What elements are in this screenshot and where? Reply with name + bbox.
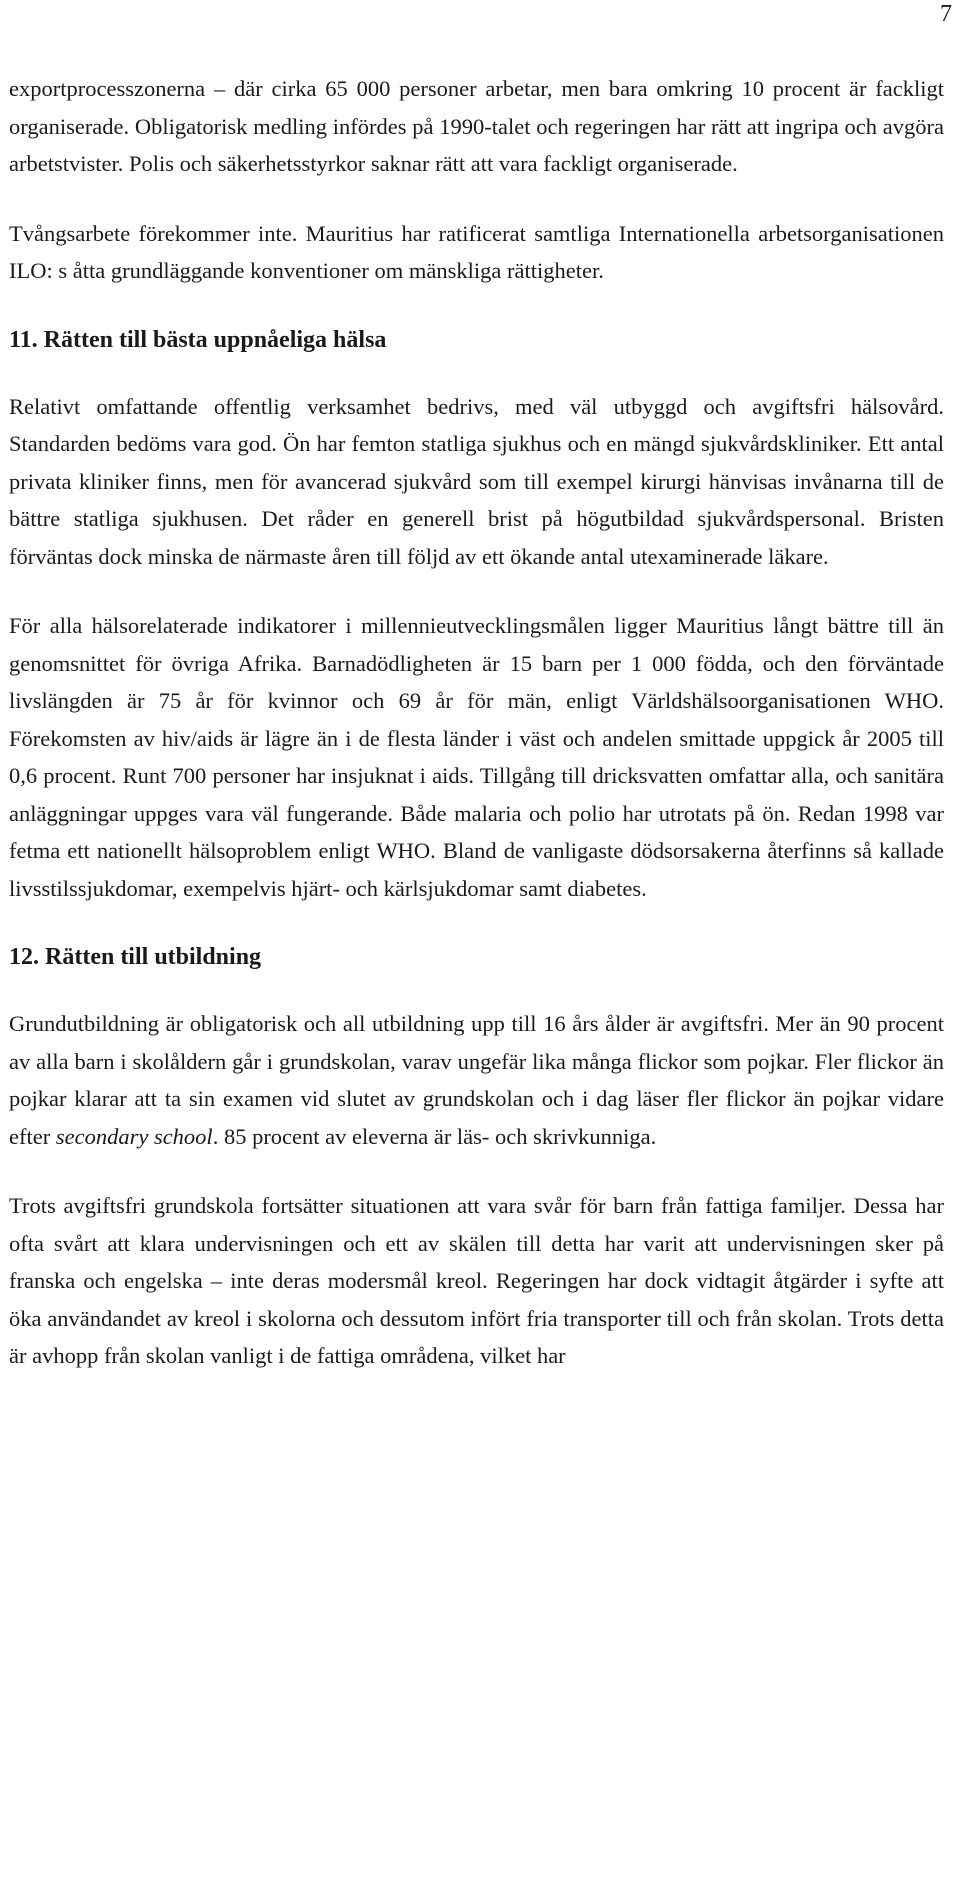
section-heading-health: 11. Rätten till bästa uppnåeliga hälsa <box>9 326 387 353</box>
document-body <box>9 70 944 1375</box>
section-heading-education: 12. Rätten till utbildning <box>9 944 262 970</box>
secondary-school-term: secondary school <box>55 1123 213 1149</box>
paragraph-healthcare: Relativt omfattande offentlig verksamhet bedrivs, med väl utbyggd och avgiftsfri hälsovård. Standarden bedöms vara god. Ön har femton statliga sjukhus och en mängd sjukvårdskliniker. Ett antal privata kliniker finns, men för avancerad sjukvård som till exempel kirurgi hänvisas invånarna till de bättre statliga sjukhusen. Det råder en generell brist på högutbildad sjukvårdspersonal. Bristen förväntas dock minska de närmaste åren till följd av ett ökande antal utexaminerade läkare. <box>9 393 944 569</box>
paragraph-basic-education <box>9 1005 944 1155</box>
paragraph-forced-labor: Tvångsarbete förekommer inte. Mauritius har ratificerat samtliga Internationella arbetsorganisationen ILO: s åtta grundläggande konventioner om mänskliga rättigheter. <box>9 220 944 283</box>
paragraph-basic-education-part-2: . 85 procent av eleverna är läs- och skrivkunniga. <box>212 1123 657 1149</box>
paragraph-health-indicators: För alla hälsorelaterade indikatorer i millennieutvecklingsmålen ligger Mauritius långt bättre till än genomsnittet för övriga Afrika. Barnadödligheten är 15 barn per 1 000 födda, och den förväntade livslängden är 75 år för kvinnor och 69 år för män, enligt Världshälsoorganisationen WHO. Förekomsten av hiv/aids är lägre än i de flesta länder i väst och andelen smittade uppgick år 2005 till 0,6 procent. Runt 700 personer har insjuknat i aids. Tillgång till dricksvatten omfattar alla, och sanitära anläggningar uppges vara väl fungerande. Både malaria och polio har utrotats på ön. Redan 1998 var fetma ett nationellt hälsoproblem enligt WHO. Bland de vanligaste dödsorsakerna återfinns så kallade livsstilssjukdomar, exempelvis hjärt- och kärlsjukdomar samt diabetes. <box>9 613 944 901</box>
paragraph-labor-unions: exportprocesszonerna – där cirka 65 000 personer arbetar, men bara omkring 10 procent är fackligt organiserade. Obligatorisk medling infördes på 1990-talet och regeringen har rätt att ingripa och avgöra arbetstvister. Polis och säkerhetsstyrkor saknar rätt att vara fackligt organiserade. <box>9 76 944 176</box>
paragraph-poor-families: Trots avgiftsfri grundskola fortsätter situationen att vara svår för barn från fattiga familjer. Dessa har ofta svårt att klara undervisningen och ett av skälen till detta har varit att undervisningen sker på franska och engelska – inte deras modersmål kreol. Regeringen har dock vidtagit åtgärder i syfte att öka användandet av kreol i skolorna och dessutom infört fria transporter till och från skolan. Trots detta är avhopp från skolan vanligt i de fattiga områdena, vilket har <box>9 1193 944 1368</box>
paragraph-basic-education-part-1: Grundutbildning är obligatorisk och all utbildning upp till 16 års ålder är avgiftsfri. Mer än 90 procent av alla barn i skolåldern går i grundskolan, varav ungefär lika många flickor som pojkar. Fler flickor än pojkar klarar att ta sin examen vid slutet av grundskolan och i dag läser fler flickor än pojkar vidare efter <box>9 1011 944 1149</box>
page-number: 7 <box>940 1 952 27</box>
